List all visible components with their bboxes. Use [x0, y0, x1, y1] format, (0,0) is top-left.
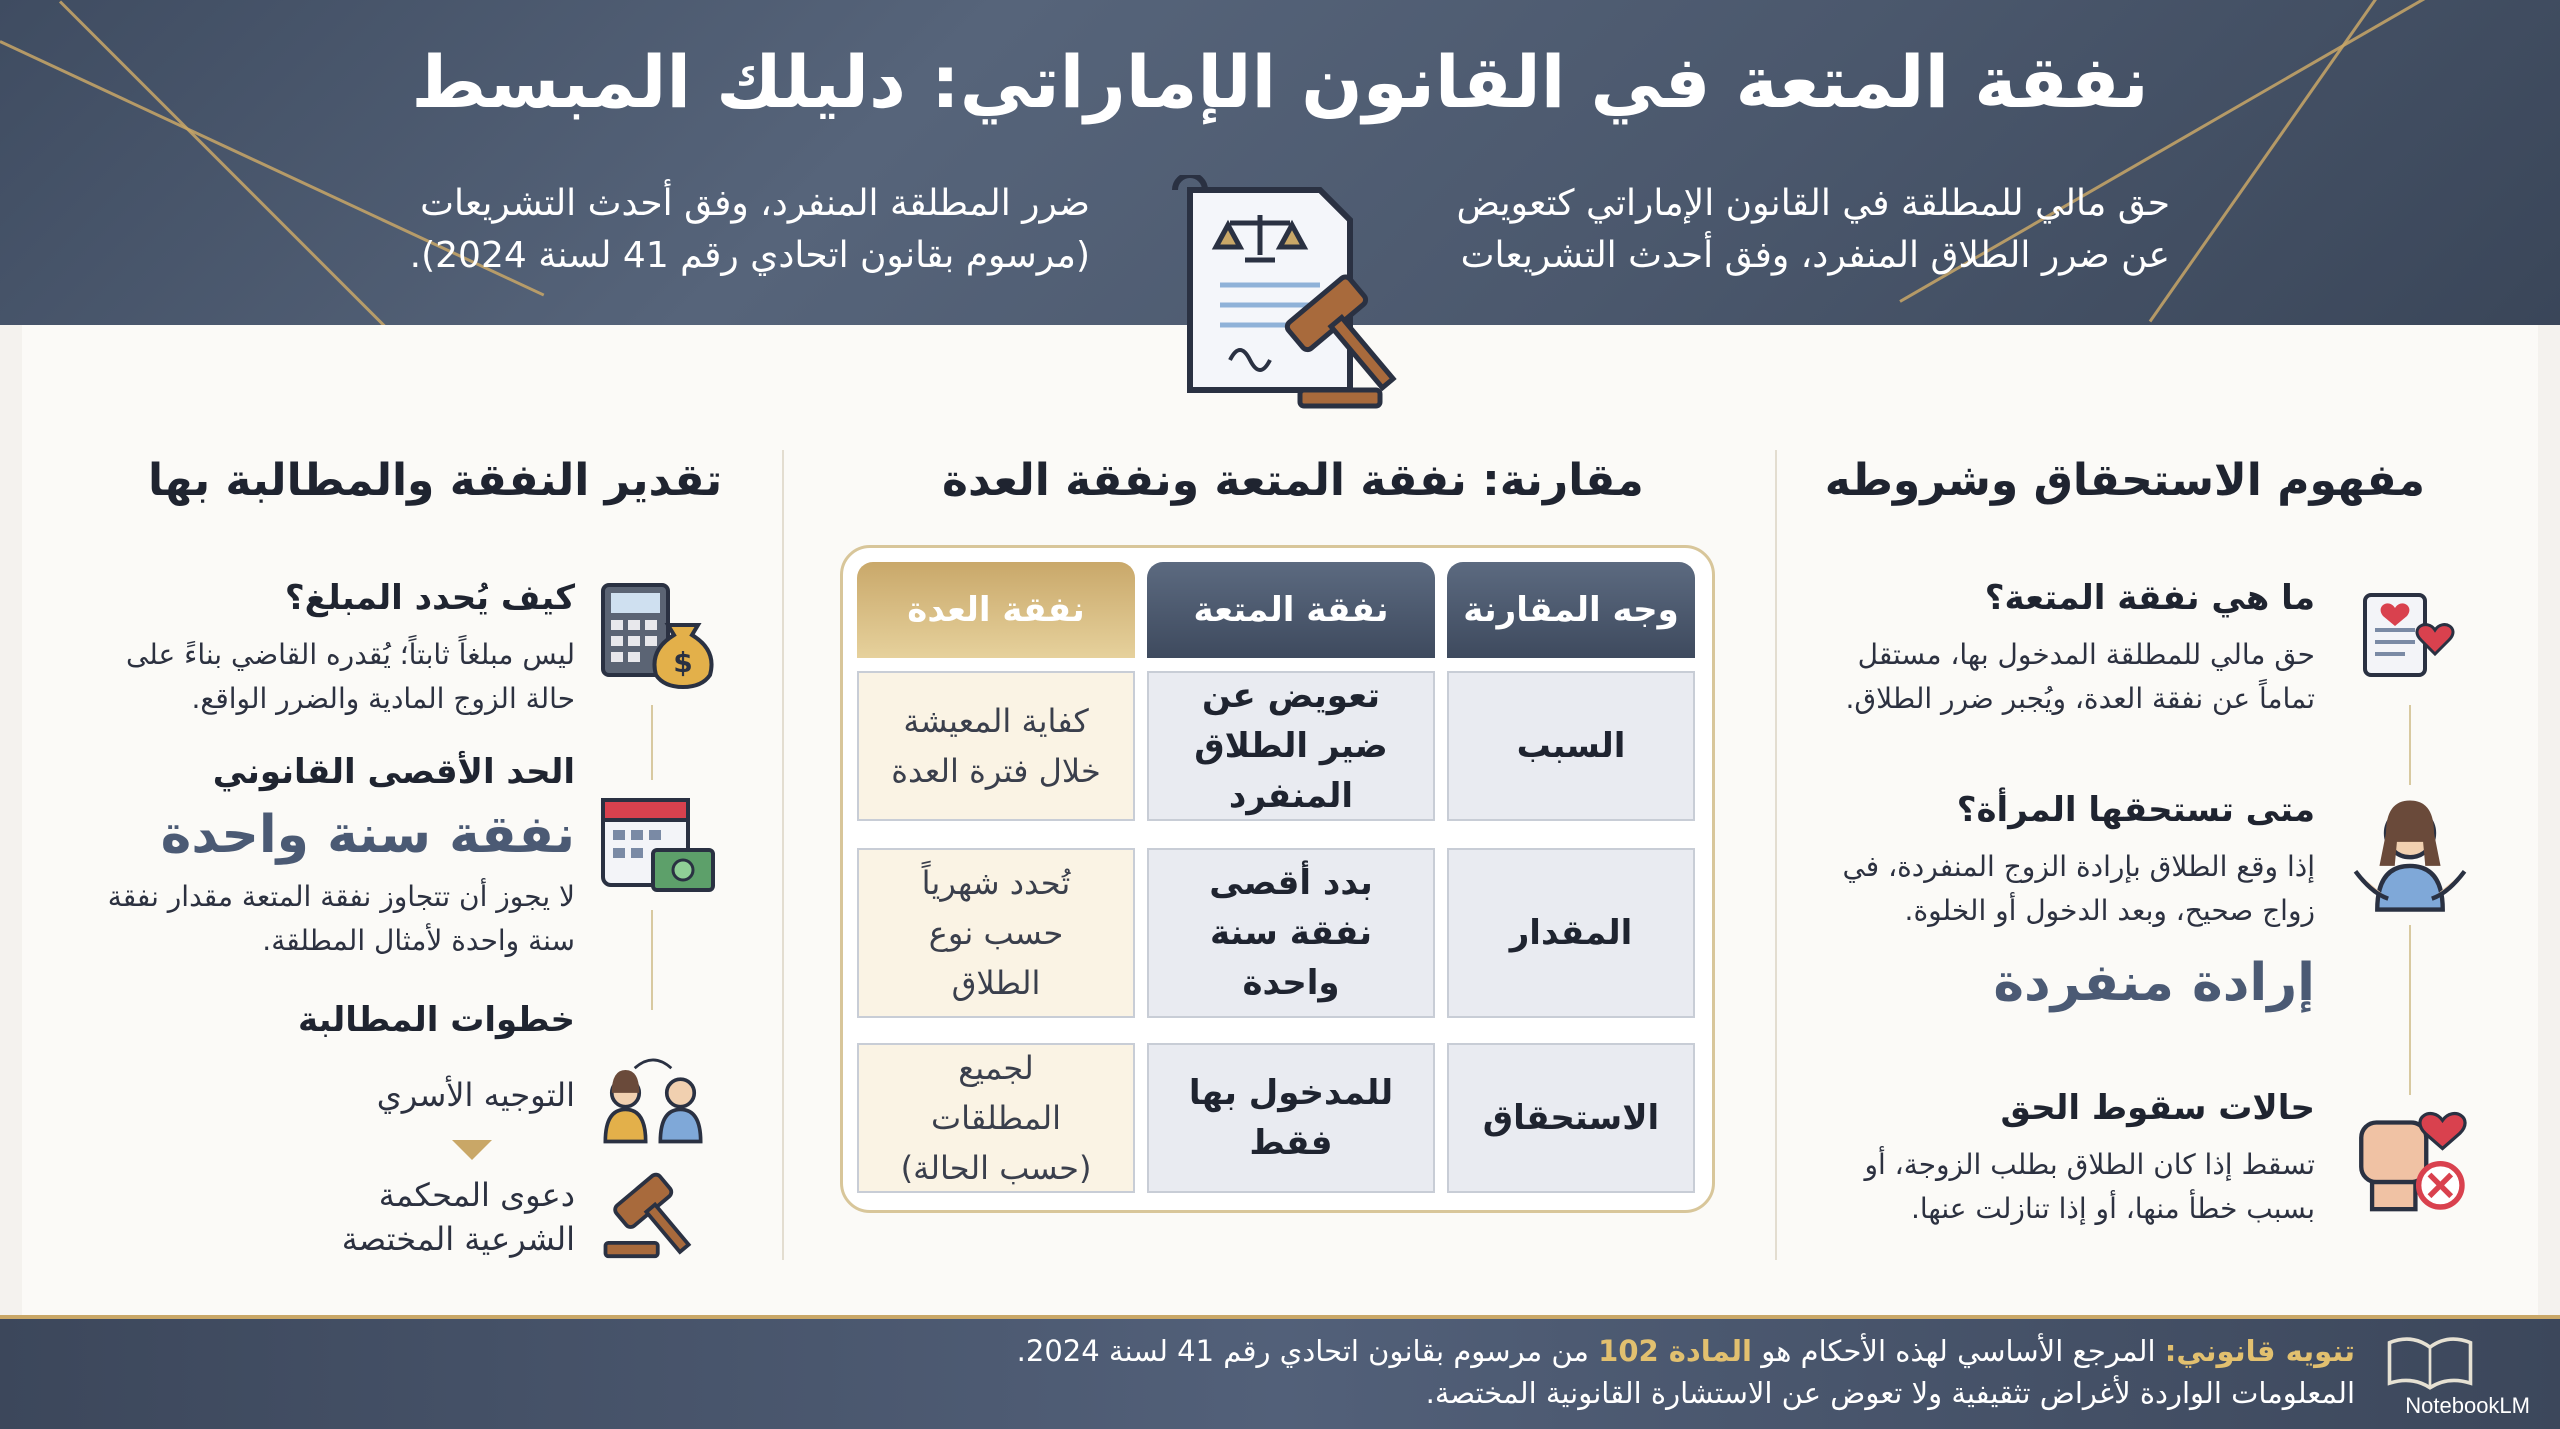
subtitle-right: حق مالي للمطلقة في القانون الإماراتي كتعويض عن ضرر الطلاق المنفرد، وفق أحدث التشريعات [1456, 183, 2170, 276]
left-column-title: تقدير النفقة والمطالبة بها [148, 455, 723, 506]
q-amount-text: ليس مبلغاً ثابتاً؛ يُقدره القاضي بناءً على حالة الزوج المادية والضرر الواقع. [125, 638, 575, 715]
column-divider [782, 450, 784, 1260]
disclaimer-text-after: من مرسوم بقانون اتحادي رقم 41 لسنة 2024. [1016, 1334, 1589, 1368]
calculator-money-bag-icon [598, 580, 718, 690]
timeline-line [2409, 925, 2411, 1095]
article-reference: المادة 102 [1598, 1334, 1752, 1368]
q-forfeiture-text: تسقط إذا كان الطلاق بطلب الزوجة، أو بسبب خطأ منها، أو إذا تنازلت عنها. [1864, 1148, 2315, 1225]
q-maximum-text: لا يجوز أن تتجاوز نفقة المتعة مقدار نفقة سنة واحدة لأمثال المطلقة. [107, 880, 575, 957]
table-header: وجه المقارنة [1447, 562, 1695, 658]
table-cell: المقدار [1447, 848, 1695, 1018]
center-column-title: مقارنة: نفقة المتعة ونفقة العدة [942, 455, 1644, 506]
family-counseling-icon [598, 1050, 708, 1145]
q-forfeiture-title: حالات سقوط الحق [2000, 1088, 2315, 1128]
q-amount-title: كيف يُحدد المبلغ؟ [284, 578, 575, 618]
q-steps-title: خطوات المطالبة [298, 1000, 575, 1040]
disclaimer-line2: المعلومات الواردة لأغراض تثقيفية ولا تعوض عن الاستشارة القانونية المختصة. [1425, 1376, 2355, 1410]
q-what-is-text: حق مالي للمطلقة المدخول بها، مستقل تماماً عن نفقة العدة، ويُجبر ضرر الطلاق. [1845, 638, 2315, 715]
brand-label: NotebookLM [2405, 1393, 2530, 1418]
fist-broken-heart-icon [2345, 1090, 2475, 1220]
column-divider [1775, 450, 1777, 1260]
page-title: نفقة المتعة في القانون الإماراتي: دليلك المبسط [411, 40, 2149, 124]
gavel-icon [598, 1165, 708, 1260]
table-cell: السبب [1447, 671, 1695, 821]
open-book-icon [2385, 1335, 2475, 1390]
timeline-line [651, 705, 653, 780]
subtitle-left: ضرر المطلقة المنفرد، وفق أحدث التشريعات (مرسوم بقانون اتحادي رقم 41 لسنة 2024). [409, 183, 1090, 276]
one-year-highlight: نفقة سنة واحدة [160, 805, 575, 865]
timeline-line [651, 910, 653, 1010]
divorce-document-heart-icon [2355, 580, 2465, 690]
q-eligibility-text: إذا وقع الطلاق بإرادة الزوج المنفردة، في زواج صحيح، وبعد الدخول أو الخلوة. [1842, 850, 2315, 927]
table-cell: بدد أقصى نفقة سنة واحدة [1147, 848, 1435, 1018]
timeline-line [2409, 705, 2411, 785]
table-cell: تُحدد شهرياً حسب نوع الطلاق [857, 848, 1135, 1018]
q-maximum-title: الحد الأقصى القانوني [212, 752, 575, 792]
right-column-title: مفهوم الاستحقاق وشروطه [1824, 455, 2425, 506]
table-header: نفقة العدة [857, 562, 1135, 658]
unilateral-will-highlight: إرادة منفردة [1993, 953, 2315, 1013]
step-sharia-court: دعوى المحكمة الشرعية المختصة [341, 1176, 575, 1258]
svg-text:$: $ [673, 646, 693, 679]
q-eligibility-title: متى تستحقها المرأة؟ [1956, 790, 2315, 830]
table-cell: لجميع المطلقات (حسب الحالة) [857, 1043, 1135, 1193]
step-family-guidance: التوجيه الأسري [376, 1076, 575, 1114]
table-cell: الاستحقاق [1447, 1043, 1695, 1193]
q-what-is-title: ما هي نفقة المتعة؟ [1984, 578, 2315, 618]
table-cell: للمدخول بها فقط [1147, 1043, 1435, 1193]
table-cell: كفاية المعيشة خلال فترة العدة [857, 671, 1135, 821]
arrow-down-icon [452, 1140, 492, 1160]
disclaimer-text-before: المرجع الأساسي لهذه الأحكام هو [1761, 1334, 2156, 1368]
table-header: نفقة المتعة [1147, 562, 1435, 658]
legal-document-gavel-icon [1160, 175, 1420, 415]
comparison-table [840, 545, 1715, 1213]
disclaimer-label: تنويه قانوني: [2164, 1334, 2355, 1368]
woman-icon [2340, 795, 2480, 915]
legal-disclaimer [655, 1330, 2355, 1414]
table-cell: تعويض عن ضير الطلاق المنفرد [1147, 671, 1435, 821]
calendar-cash-icon [598, 790, 718, 900]
